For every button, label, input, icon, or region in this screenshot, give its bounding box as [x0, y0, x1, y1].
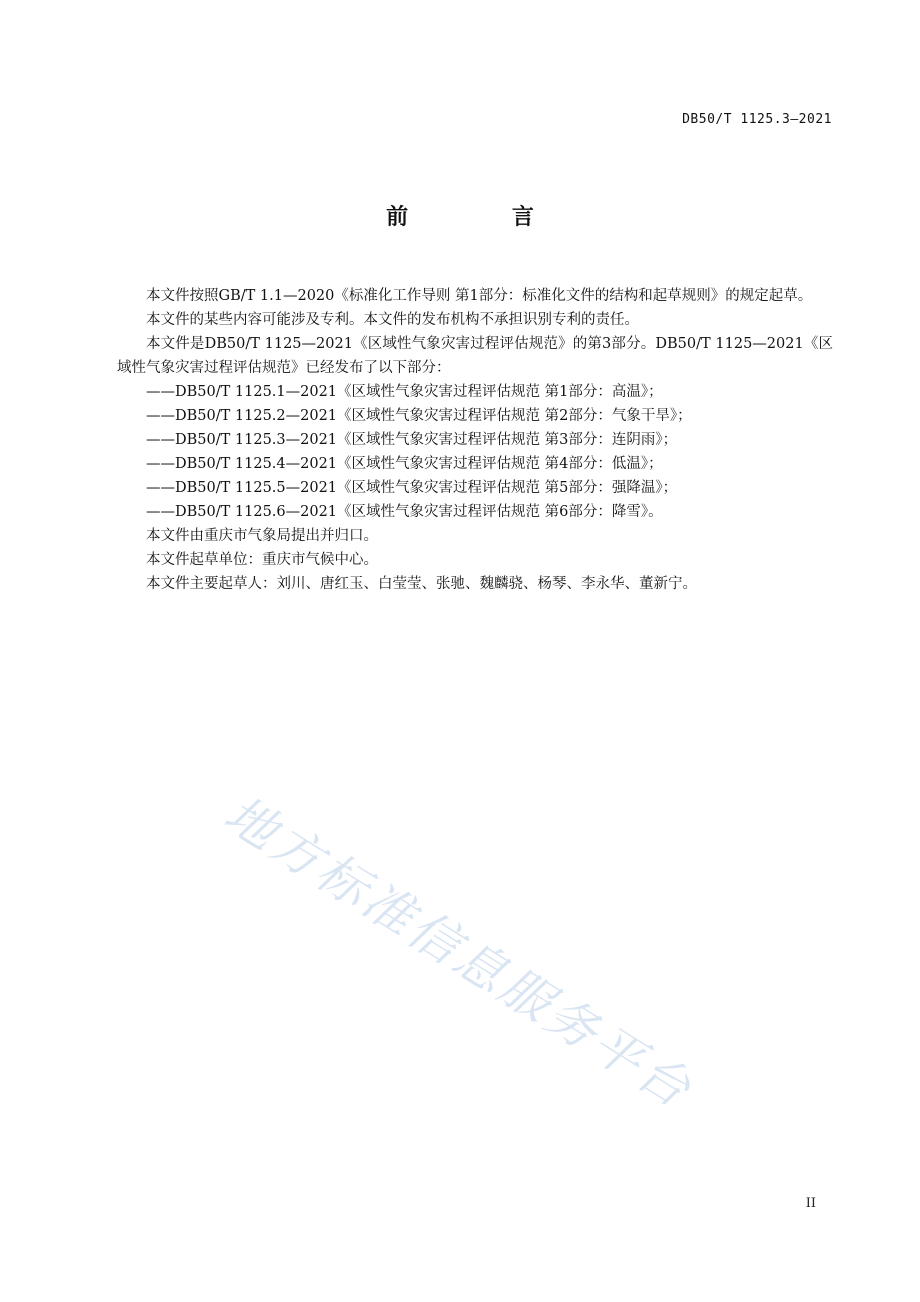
list-item-part-5: ——DB50/T 1125.5—2021《区域性气象灾害过程评估规范 第5部分：强降温》；	[146, 480, 678, 496]
page-title: 前 言	[386, 205, 582, 230]
document-code: DB50/T 1125.3—2021	[682, 112, 832, 127]
page-number: II	[805, 1196, 816, 1211]
paragraph-drafters: 本文件主要起草人：刘川、唐红玉、白莹莹、张驰、魏麟骁、杨琴、李永华、董新宁。	[146, 576, 697, 592]
list-item-part-1: ——DB50/T 1125.1—2021《区域性气象灾害过程评估规范 第1部分：高温》；	[146, 384, 663, 400]
paragraph-patent-notice: 本文件的某些内容可能涉及专利。本文件的发布机构不承担识别专利的责任。	[146, 312, 639, 328]
paragraph-drafting-unit: 本文件起草单位：重庆市气候中心。	[146, 552, 378, 568]
watermark: 地方标准信息服务平台	[214, 784, 704, 1121]
list-item-part-3: ——DB50/T 1125.3—2021《区域性气象灾害过程评估规范 第3部分：连阴雨》；	[146, 432, 678, 448]
paragraph-series-intro: 本文件是DB50/T 1125—2021《区域性气象灾害过程评估规范》的第3部分。DB50/T 1125—2021《区域性气象灾害过程评估规范》已经发布了以下部分：	[117, 336, 833, 376]
list-item-part-2: ——DB50/T 1125.2—2021《区域性气象灾害过程评估规范 第2部分：气象干旱》；	[146, 408, 692, 424]
paragraph-drafting-basis: 本文件按照GB/T 1.1—2020《标准化工作导则 第1部分：标准化文件的结构和起草规则》的规定起草。	[146, 288, 813, 304]
paragraph-proposer: 本文件由重庆市气象局提出并归口。	[146, 528, 378, 544]
list-item-part-4: ——DB50/T 1125.4—2021《区域性气象灾害过程评估规范 第4部分：低温》；	[146, 456, 663, 472]
list-item-part-6: ——DB50/T 1125.6—2021《区域性气象灾害过程评估规范 第6部分：降雪》。	[146, 504, 663, 520]
foreword-body	[117, 284, 833, 596]
